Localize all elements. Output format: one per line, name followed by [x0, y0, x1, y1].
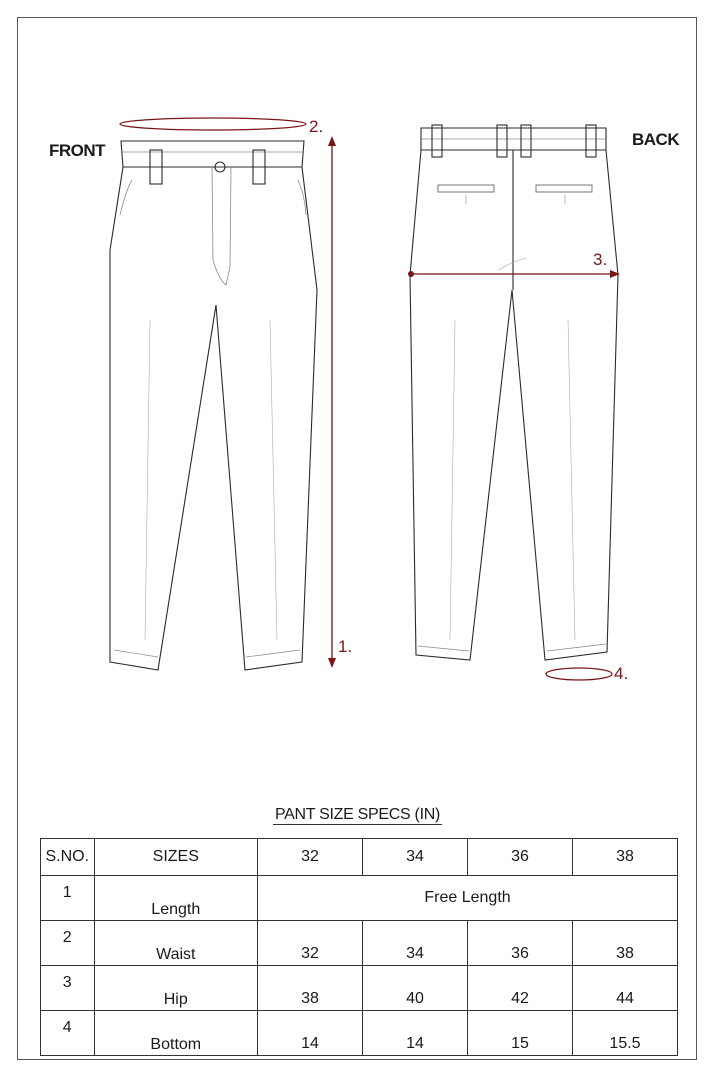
back-pants	[410, 125, 618, 660]
front-view-label: FRONT	[49, 141, 106, 160]
row-value: 38	[572, 921, 677, 966]
hip-mark-label: 3.	[593, 250, 608, 269]
table-title-wrapper	[0, 806, 715, 824]
row-value: 44	[572, 966, 677, 1011]
header-sizes: SIZES	[94, 839, 258, 876]
row-value: 14	[363, 1011, 468, 1056]
waist-mark-label: 2.	[309, 117, 324, 136]
row-value: 32	[258, 921, 363, 966]
table-header-row	[41, 839, 678, 876]
row-merged-value: Free Length	[258, 876, 678, 921]
row-value: 15.5	[572, 1011, 677, 1056]
length-arrow-top-icon	[328, 136, 336, 146]
row-value: 38	[258, 966, 363, 1011]
header-size-36: 36	[468, 839, 573, 876]
table-row	[41, 966, 678, 1011]
header-size-34: 34	[363, 839, 468, 876]
header-size-38: 38	[572, 839, 677, 876]
row-sno: 3	[41, 966, 95, 1011]
row-sno: 1	[41, 876, 95, 921]
size-spec-table	[40, 838, 678, 1056]
table-row	[41, 1011, 678, 1056]
row-label: Hip	[94, 966, 258, 1011]
table-row	[41, 876, 678, 921]
hip-arrow-icon	[610, 270, 620, 278]
bottom-measure-ellipse	[546, 668, 612, 680]
row-value: 14	[258, 1011, 363, 1056]
row-value: 36	[468, 921, 573, 966]
header-size-32: 32	[258, 839, 363, 876]
length-mark-label: 1.	[338, 637, 353, 656]
table-title: PANT SIZE SPECS (IN)	[275, 806, 440, 823]
front-pants	[110, 141, 317, 670]
row-label: Waist	[94, 921, 258, 966]
row-value: 40	[363, 966, 468, 1011]
waist-measure-ellipse	[120, 118, 306, 130]
header-sno: S.NO.	[41, 839, 95, 876]
hip-dot-icon	[408, 271, 414, 277]
back-view-label: BACK	[632, 130, 680, 149]
row-label: Bottom	[94, 1011, 258, 1056]
row-value: 34	[363, 921, 468, 966]
row-sno: 4	[41, 1011, 95, 1056]
row-label: Length	[94, 876, 258, 921]
row-value: 15	[468, 1011, 573, 1056]
row-value: 42	[468, 966, 573, 1011]
bottom-mark-label: 4.	[614, 664, 629, 683]
row-sno: 2	[41, 921, 95, 966]
table-row	[41, 921, 678, 966]
length-arrow-bottom-icon	[328, 658, 336, 668]
